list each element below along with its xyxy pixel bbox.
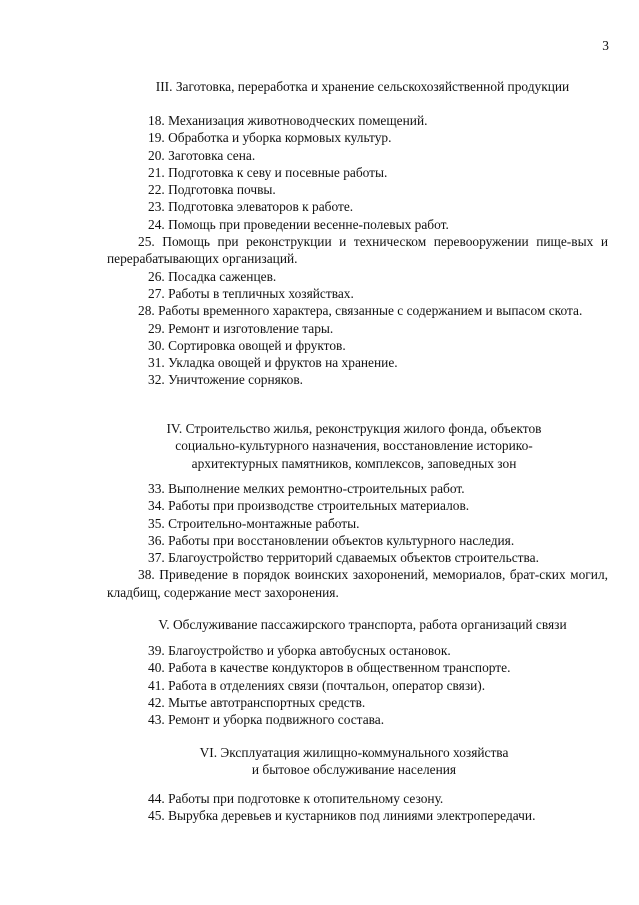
list-item: 42. Мытье автотранспортных средств. (148, 694, 366, 710)
list-item: 33. Выполнение мелких ремонтно-строительных работ. (148, 481, 465, 496)
list-item: 30. Сортировка овощей и фруктов. (148, 337, 346, 353)
list-item: 37. Благоустройство территорий сдаваемых объектов строительства. (148, 550, 539, 566)
list-item: 40. Работа в качестве кондукторов в общественном транспорте. (148, 660, 511, 676)
section-title-line: социально-культурного назначения, восстановление историко- (175, 438, 533, 454)
section-title-line: V. Обслуживание пассажирского транспорта, работа организаций связи (158, 617, 567, 632)
section-iii-list (107, 112, 608, 389)
list-item: 44. Работы при подготовке к отопительному сезону. (148, 791, 444, 806)
section-title-line: архитектурных памятников, комплексов, заповедных зон (191, 455, 517, 471)
list-item: 27. Работы в тепличных хозяйствах. (148, 285, 354, 301)
list-item: 35. Строительно-монтажные работы. (148, 515, 360, 531)
section-title-line: и бытовое обслуживание населения (251, 762, 457, 778)
list-item: 21. Подготовка к севу и посевные работы. (148, 164, 388, 180)
section-title-line: III. Заготовка, переработка и хранение сельскохозяйственной продукции (155, 79, 570, 94)
list-item: 32. Уничтожение сорняков. (148, 372, 303, 388)
list-item: 38. Приведение в порядок воинских захоронений, мемориалов, брат-ских могил, кладбищ, содержание мест захоронения. (107, 567, 608, 600)
list-item: 36. Работы при восстановлении объектов культурного наследия. (148, 532, 515, 548)
list-item: 34. Работы при производстве строительных материалов. (148, 498, 470, 514)
list-item: 24. Помощь при проведении весенне-полевых работ. (148, 216, 449, 232)
list-item: 43. Ремонт и уборка подвижного состава. (148, 712, 385, 728)
section-title-line: VI. Эксплуатация жилищно-коммунального хозяйства (199, 745, 509, 760)
list-item: 20. Заготовка сена. (148, 147, 256, 163)
section-v-list (117, 642, 608, 728)
list-item: 23. Подготовка элеваторов к работе. (148, 199, 354, 215)
list-item: 45. Вырубка деревьев и кустарников под линиями электропередачи. (148, 808, 536, 824)
list-item: 28. Работы временного характера, связанные с содержанием и выпасом скота. (138, 303, 583, 319)
page-number: 3 (602, 38, 609, 53)
section-title-line: IV. Строительство жилья, реконструкция жилого фонда, объектов (166, 421, 542, 436)
section-vi-list (117, 790, 608, 825)
section-title-iv (100, 420, 608, 472)
section-title-vi (100, 744, 608, 779)
list-item: 19. Обработка и уборка кормовых культур. (148, 130, 392, 146)
list-item: 41. Работа в отделениях связи (почтальон, оператор связи). (148, 677, 486, 693)
list-item: 26. Посадка саженцев. (148, 268, 277, 284)
list-item: 22. Подготовка почвы. (148, 182, 276, 198)
list-item: 39. Благоустройство и уборка автобусных остановок. (148, 643, 451, 658)
list-item: 25. Помощь при реконструкции и техническом перевооружении пище-вых и перерабатывающих организаций. (107, 234, 608, 267)
list-item: 18. Механизация животноводческих помещений. (148, 113, 428, 128)
section-title-iii (117, 78, 608, 95)
section-iv-list (107, 480, 608, 601)
list-item: 29. Ремонт и изготовление тары. (148, 320, 334, 336)
list-item: 31. Укладка овощей и фруктов на хранение. (148, 355, 398, 371)
section-title-v (117, 616, 608, 633)
